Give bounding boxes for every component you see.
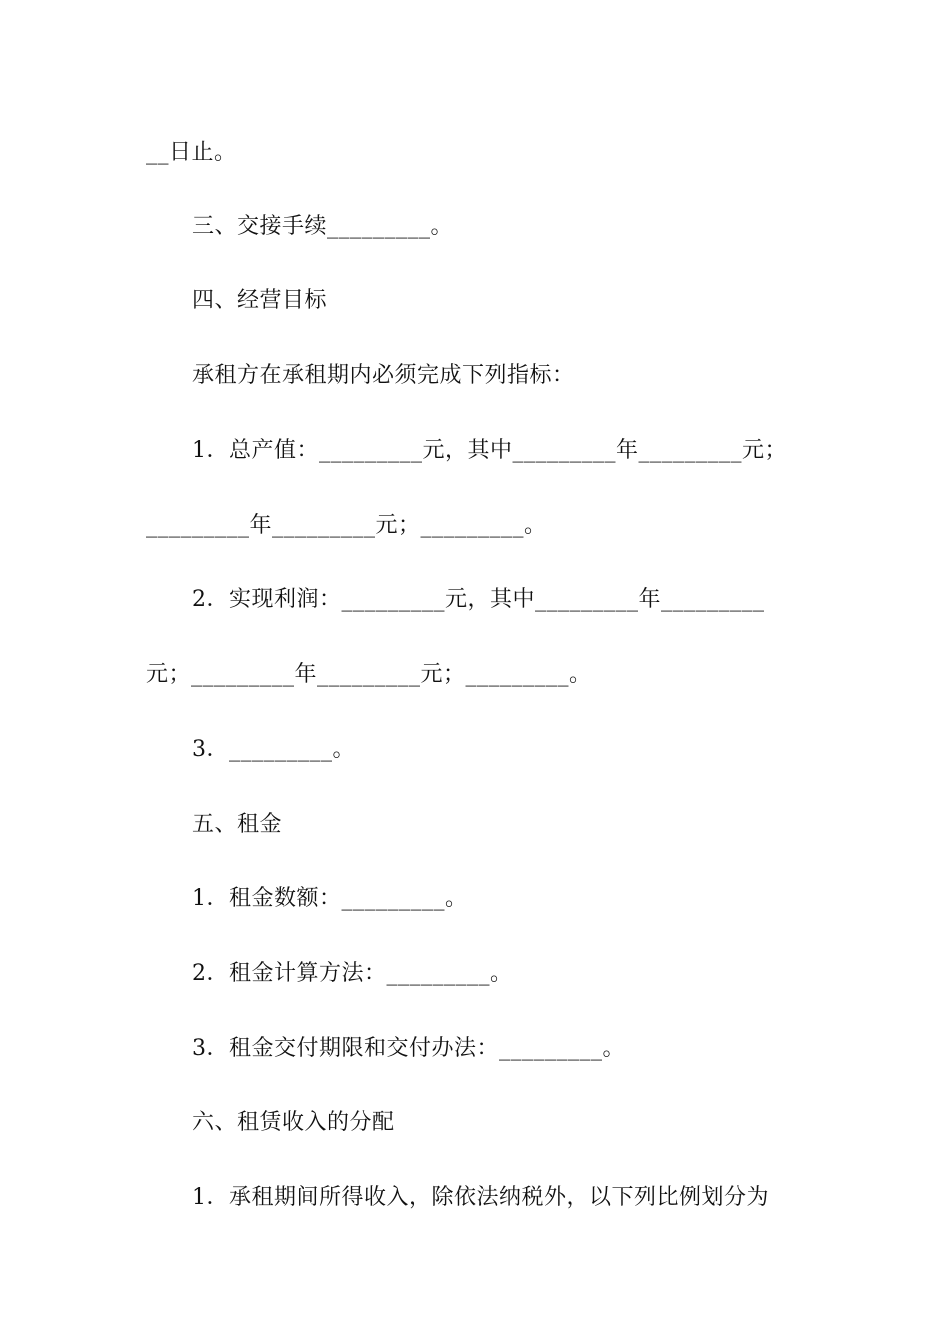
text-line-end-date: __日止。 — [146, 140, 237, 165]
income-distribution-clause: 1．承租期间所得收入，除依法纳税外，以下列比例划分为 — [192, 1185, 769, 1210]
target-profit: 2．实现利润：_________元，其中_________年_________ — [192, 587, 765, 612]
target-other: 3．_________。 — [192, 737, 355, 762]
target-profit-cont: 元；_________年_________元；_________。 — [146, 662, 592, 687]
section-5-heading: 五、租金 — [192, 812, 283, 837]
section-6-heading: 六、租赁收入的分配 — [192, 1110, 395, 1135]
section-3-handover: 三、交接手续_________。 — [192, 214, 454, 239]
target-output-value-cont: _________年_________元；_________。 — [146, 513, 547, 538]
rent-calculation: 2．租金计算方法：_________。 — [192, 961, 513, 986]
rent-amount: 1．租金数额：_________。 — [192, 886, 468, 911]
section-4-heading: 四、经营目标 — [192, 288, 328, 313]
rent-payment-terms: 3．租金交付期限和交付办法：_________。 — [192, 1036, 625, 1061]
targets-intro: 承租方在承租期内必须完成下列指标： — [192, 363, 575, 388]
target-output-value: 1．总产值：_________元，其中_________年_________元； — [192, 438, 787, 463]
